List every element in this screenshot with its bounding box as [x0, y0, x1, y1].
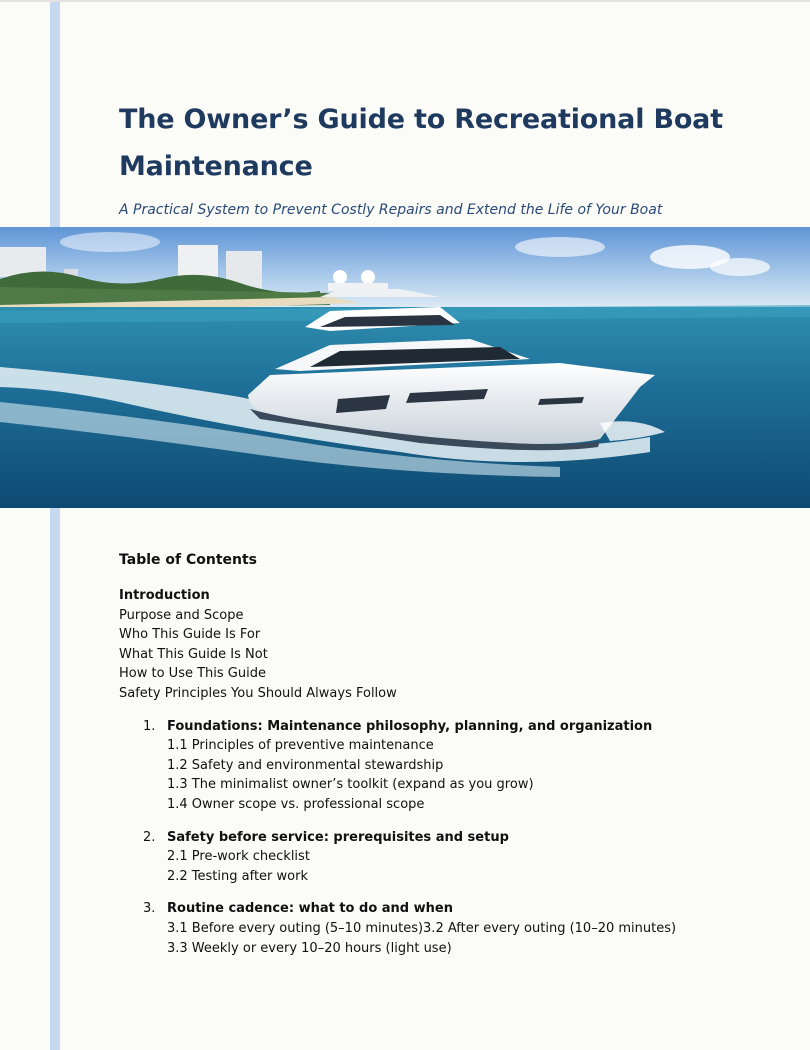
chapter-subsection: 2.2 Testing after work	[167, 868, 308, 884]
chapter-number: 1.	[143, 718, 156, 734]
intro-heading: Introduction	[119, 588, 210, 603]
chapter-subsection: 3.3 Weekly or every 10–20 hours (light use)	[167, 940, 452, 956]
table-of-contents	[119, 549, 779, 958]
chapter-subsection: 1.3 The minimalist owner’s toolkit (expand as you grow)	[167, 777, 534, 793]
hero-yacht-image	[0, 227, 810, 508]
left-accent-bar	[50, 2, 60, 1050]
chapter-title: Routine cadence: what to do and when	[167, 901, 453, 917]
toc-heading: Table of Contents	[119, 552, 258, 568]
document-subtitle: A Practical System to Prevent Costly Repairs and Extend the Life of Your Boat	[119, 202, 663, 218]
chapter-subsection: 1.1 Principles of preventive maintenance	[167, 738, 434, 754]
intro-item: How to Use This Guide	[119, 666, 266, 682]
intro-item: Safety Principles You Should Always Follow	[119, 685, 397, 701]
chapter-number: 3.	[143, 901, 156, 917]
chapter-title: Safety before service: prerequisites and setup	[167, 829, 509, 845]
chapter-title: Foundations: Maintenance philosophy, planning, and organization	[167, 718, 653, 734]
chapter-subsection: 3.1 Before every outing (5–10 minutes)3.2 After every outing (10–20 minutes)	[167, 920, 677, 936]
toc-chapter-1	[143, 717, 779, 815]
toc-chapter-3	[143, 899, 779, 958]
chapter-number: 2.	[143, 829, 156, 845]
toc-chapter-2	[143, 828, 779, 887]
chapter-subsection: 1.4 Owner scope vs. professional scope	[167, 796, 425, 812]
intro-item: What This Guide Is Not	[119, 646, 268, 662]
top-divider	[0, 0, 810, 2]
intro-item: Who This Guide Is For	[119, 627, 261, 643]
intro-item: Purpose and Scope	[119, 607, 244, 623]
chapter-subsection: 2.1 Pre-work checklist	[167, 849, 310, 865]
chapter-subsection: 1.2 Safety and environmental stewardship	[167, 757, 444, 773]
document-title: The Owner’s Guide to Recreational Boat Maintenance	[119, 104, 723, 182]
